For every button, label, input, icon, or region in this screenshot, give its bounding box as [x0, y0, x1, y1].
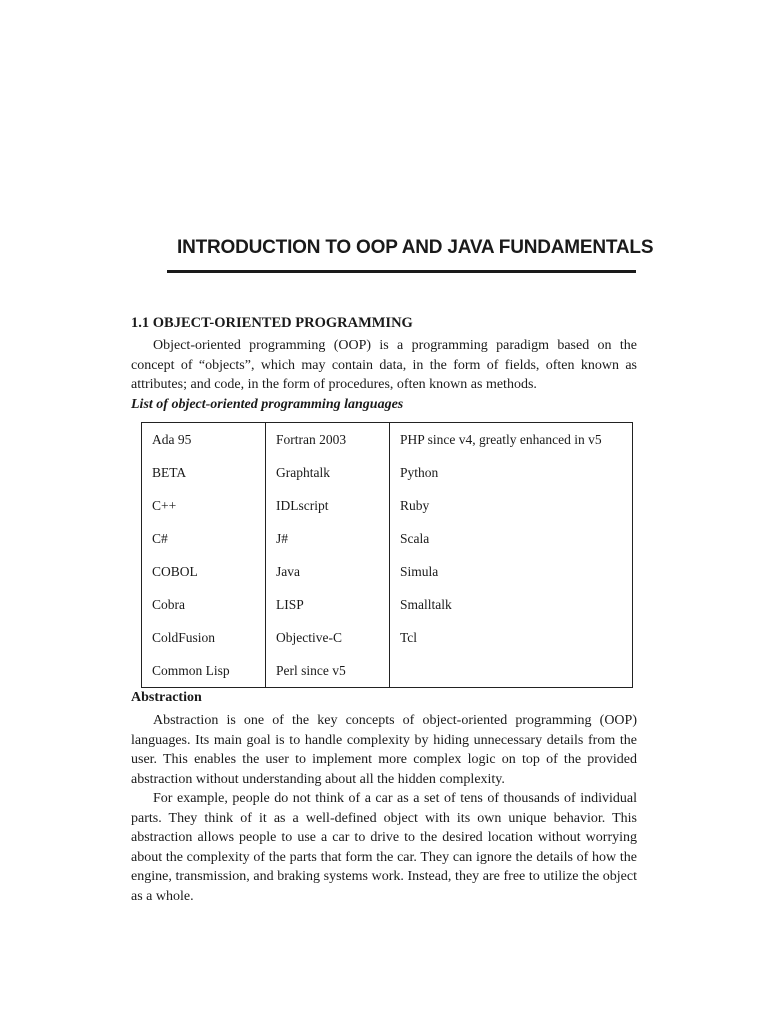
table-cell: ColdFusion [142, 621, 266, 654]
chapter-title: INTRODUCTION TO OOP AND JAVA FUNDAMENTALS [177, 237, 654, 258]
table-cell: COBOL [142, 555, 266, 588]
abstraction-paragraph-2: For example, people do not think of a car as a set of tens of thousands of individual parts. They think of it as a well-defined object with its own unique behavior. This abstraction allows people to use a car to drive to the desired location without worrying about the complexity of the parts that form the car. They can ignore the details of how the engine, transmission, and braking systems work. Instead, they are free to utilize the object as a whole. [131, 791, 637, 904]
table-row [142, 621, 633, 654]
table-row [142, 555, 633, 588]
table-cell: Fortran 2003 [266, 423, 390, 457]
chapter-title-rule [167, 270, 636, 273]
table-cell: Common Lisp [142, 654, 266, 688]
table-cell: Perl since v5 [266, 654, 390, 688]
table-row [142, 456, 633, 489]
languages-table [141, 422, 633, 688]
table-cell: Java [266, 555, 390, 588]
table-cell: BETA [142, 456, 266, 489]
table-cell: LISP [266, 588, 390, 621]
table-cell: Tcl [390, 621, 633, 654]
table-cell: Scala [390, 522, 633, 555]
table-cell: Python [390, 456, 633, 489]
table-cell: C++ [142, 489, 266, 522]
section-intro-paragraph: Object-oriented programming (OOP) is a programming paradigm based on the concept of “objects”, which may contain data, in the form of fields, often known as attributes; and code, in the form of procedures, often known as methods. [131, 338, 637, 392]
table-cell: Simula [390, 555, 633, 588]
table-cell: Smalltalk [390, 588, 633, 621]
table-row [142, 489, 633, 522]
table-cell: Ruby [390, 489, 633, 522]
table-row [142, 423, 633, 457]
table-cell: Graphtalk [266, 456, 390, 489]
section-heading: 1.1 OBJECT-ORIENTED PROGRAMMING [131, 315, 413, 331]
table-cell: IDLscript [266, 489, 390, 522]
table-row [142, 588, 633, 621]
abstraction-paragraph-1: Abstraction is one of the key concepts of object-oriented programming (OOP) languages. Its main goal is to handle complexity by hiding unnecessary details from the user. This enables the user to implement more complex logic on top of the provided abstraction without understanding about all the hidden complexity. [131, 713, 637, 787]
table-cell: Ada 95 [142, 423, 266, 457]
languages-list-heading: List of object-oriented programming languages [131, 397, 404, 412]
table-cell: Cobra [142, 588, 266, 621]
abstraction-heading: Abstraction [131, 690, 202, 705]
table-cell: J# [266, 522, 390, 555]
table-cell: PHP since v4, greatly enhanced in v5 [390, 423, 633, 457]
table-cell [390, 654, 633, 688]
table-row [142, 654, 633, 688]
table-cell: C# [142, 522, 266, 555]
table-row [142, 522, 633, 555]
table-cell: Objective-C [266, 621, 390, 654]
